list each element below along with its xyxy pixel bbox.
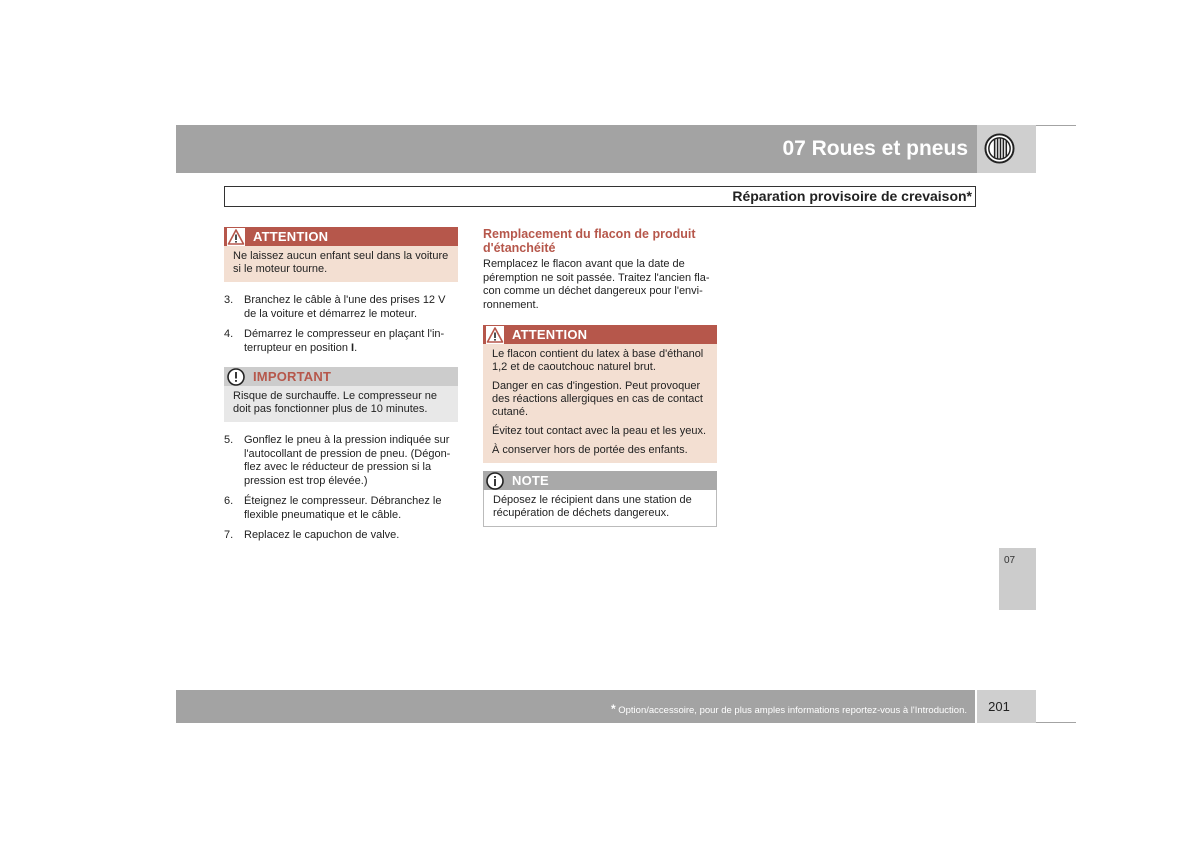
list-item — [224, 328, 460, 355]
attention-paragraph: Évitez tout contact avec la peau et les yeux. — [492, 425, 707, 437]
step-number: 3. — [224, 294, 234, 306]
footnote-text: Option/accessoire, pour de plus amples informations reportez-vous à l'Introduction. — [615, 705, 967, 716]
list-item — [224, 294, 460, 321]
attention-label: ATTENTION — [253, 229, 329, 244]
info-icon — [486, 472, 504, 490]
warning-triangle-icon — [486, 326, 504, 344]
step-text-part: . — [354, 341, 358, 354]
step-number: 6. — [224, 495, 234, 507]
note-callout — [483, 471, 717, 527]
footer-rule — [1036, 722, 1076, 723]
step-number: 7. — [224, 529, 234, 541]
section-title: Réparation provisoire de crevaison* — [732, 188, 972, 204]
step-text: Éteignez le compresseur. Débranchez le flexible pneumatique et le câble. — [244, 495, 442, 521]
step-number: 4. — [224, 328, 234, 340]
attention-header — [483, 325, 717, 344]
attention-callout-2 — [483, 325, 717, 463]
attention-label: ATTENTION — [512, 327, 588, 342]
important-label: IMPORTANT — [253, 369, 332, 384]
step-text-part: Démarrez le compresseur en plaçant l'in-terrupteur en position — [244, 328, 445, 354]
steps-list-a — [224, 294, 460, 355]
warning-triangle-icon — [227, 228, 245, 246]
chapter-title: 07 Roues et pneus — [782, 137, 968, 160]
attention-paragraph: Le flacon contient du latex à base d'éthanol 1,2 et de caoutchouc naturel brut. — [492, 348, 704, 373]
attention-callout-1 — [224, 227, 458, 282]
attention-body — [483, 344, 717, 463]
subsection-heading: Remplacement du flacon de produit d'étanchéité — [483, 227, 696, 255]
exclamation-circle-icon — [227, 368, 245, 386]
important-text: Risque de surchauffe. Le compresseur ne doit pas fonctionner plus de 10 minutes. — [224, 386, 458, 422]
note-label: NOTE — [512, 473, 549, 488]
note-text: Déposez le récipient dans une station de récupération de déchets dangereux. — [483, 490, 717, 527]
step-number: 5. — [224, 434, 234, 446]
steps-list-b — [224, 434, 460, 543]
step-text: Replacez le capuchon de valve. — [244, 529, 400, 541]
footnote-star: * — [610, 702, 616, 716]
note-header — [483, 471, 717, 490]
list-item — [224, 434, 460, 488]
footnote — [611, 702, 967, 716]
attention-text: Ne laissez aucun enfant seul dans la voiture si le moteur tourne. — [224, 246, 458, 282]
attention-paragraph: À conserver hors de portée des enfants. — [492, 444, 688, 456]
page-number: 201 — [988, 699, 1010, 714]
important-header — [224, 367, 458, 386]
attention-header — [224, 227, 458, 246]
list-item — [224, 529, 460, 543]
subsection-paragraph: Remplacez le flacon avant que la date de péremption ne soit passée. Traitez l'ancien fla-con comme un déchet dangereux pour l'envi-ronnement. — [483, 258, 710, 311]
switch-position: I — [351, 341, 355, 354]
tire-icon — [984, 133, 1015, 164]
step-text — [244, 328, 460, 355]
important-callout — [224, 367, 458, 422]
list-item — [224, 495, 460, 522]
header-rule — [1036, 125, 1076, 126]
attention-paragraph: Danger en cas d'ingestion. Peut provoquer des réactions allergiques en cas de contact cutané. — [492, 380, 703, 418]
chapter-tab-label: 07 — [1004, 555, 1016, 566]
step-text: Branchez le câble à l'une des prises 12 V de la voiture et démarrez le moteur. — [244, 294, 446, 320]
step-text: Gonflez le pneu à la pression indiquée sur l'autocollant de pression de pneu. (Dégon-flez avec le réducteur de pression si la pression est trop élevée.) — [244, 434, 451, 487]
